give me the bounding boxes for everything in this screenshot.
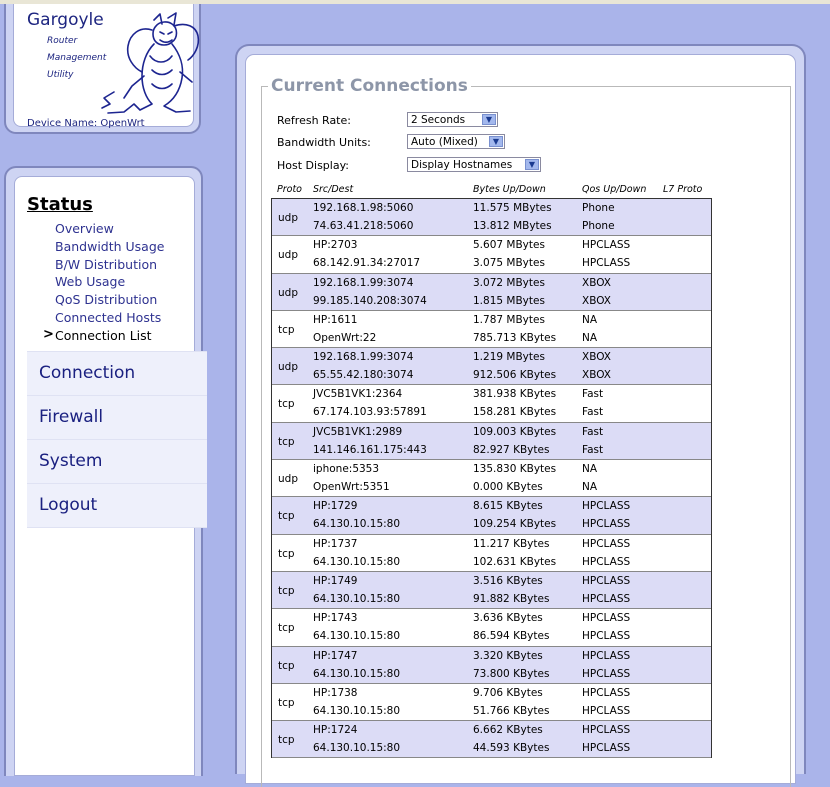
bandwidth-units-value: Auto (Mixed) [411,136,478,148]
table-row [272,460,711,497]
cell-bytes-down: 86.594 KBytes [473,630,550,643]
cell-qos-up: HPCLASS [582,612,631,625]
cell-destination: 74.63.41.218:5060 [313,220,414,232]
cell-destination: 64.130.10.15:80 [313,630,401,643]
cell-qos-down: HPCLASS [582,704,631,717]
chevron-down-icon: ▼ [482,114,496,125]
cell-qos-down: HPCLASS [582,630,631,643]
cell-qos-up: HPCLASS [582,649,631,662]
cell-qos-down: XBOX [582,294,611,307]
cell-bytes-up: 6.662 KBytes [473,724,543,737]
cell-bytes-down: 158.281 KBytes [473,406,557,419]
table-row [272,423,711,460]
cell-bytes-up: 1.219 MBytes [473,351,545,364]
cell-bytes-up: 5.607 MBytes [473,239,545,252]
sidebar-item-bw-distribution[interactable]: B/W Distribution [55,256,158,272]
cell-source: JVC5B1VK1:2364 [313,388,403,401]
table-row [272,684,711,721]
cell-destination: 64.130.10.15:80 [313,667,401,680]
cell-source: HP:1737 [313,537,358,550]
host-display-value: Display Hostnames [411,159,513,171]
cell-qos-down: NA [582,481,598,494]
refresh-rate-value: 2 Seconds [411,114,466,126]
table-row [272,721,711,758]
connection-table [271,198,712,758]
cell-bytes-up: 3.072 MBytes [473,276,545,289]
cell-destination: 65.55.42.180:3074 [313,369,414,382]
sidebar-item-web-usage[interactable]: Web Usage [55,274,126,290]
cell-qos-down: HPCLASS [582,257,631,270]
cell-destination: 64.130.10.15:80 [313,704,401,717]
sidebar-item-connected-hosts[interactable]: Connected Hosts [55,309,162,325]
header-qos: Qos Up/Down [582,184,647,195]
cell-source: JVC5B1VK1:2989 [313,425,403,438]
nav-connection[interactable]: Connection [27,352,207,396]
cell-qos-up: Phone [582,202,615,214]
cell-bytes-up: 11.575 MBytes [473,202,552,214]
header-proto: Proto [277,184,302,195]
logo-panel [4,4,201,134]
cell-proto: tcp [278,398,295,411]
brand-name: Gargoyle [27,10,104,30]
cell-source: HP:1749 [313,574,358,587]
cell-source: HP:1724 [313,724,358,737]
table-row [272,572,711,609]
cell-source: HP:1729 [313,500,358,513]
cell-source: 192.168.1.99:3074 [313,276,414,289]
host-display-label: Host Display: [277,159,349,172]
cell-source: HP:1747 [313,649,358,662]
cell-qos-down: HPCLASS [582,592,631,605]
tagline-management: Management [47,53,107,63]
cell-bytes-down: 82.927 KBytes [473,443,550,456]
cell-bytes-up: 1.787 MBytes [473,313,545,326]
header-bytes: Bytes Up/Down [473,184,546,195]
sidebar [4,166,203,776]
cell-bytes-up: 9.706 KBytes [473,686,543,699]
cell-bytes-down: 785.713 KBytes [473,331,557,344]
table-row [272,199,711,236]
cell-qos-down: HPCLASS [582,667,631,680]
cell-destination: 99.185.140.208:3074 [313,294,427,307]
host-display-select[interactable] [407,157,541,172]
cell-bytes-up: 381.938 KBytes [473,388,557,401]
cell-qos-down: Phone [582,220,615,232]
cell-bytes-down: 0.000 KBytes [473,481,543,494]
chevron-down-icon: ▼ [489,136,503,147]
cell-bytes-down: 73.800 KBytes [473,667,550,680]
table-row [272,609,711,646]
refresh-rate-label: Refresh Rate: [277,114,351,127]
cell-qos-down: Fast [582,406,604,419]
cell-qos-up: HPCLASS [582,686,631,699]
sidebar-item-qos-distribution[interactable]: QoS Distribution [55,292,158,308]
cell-qos-up: HPCLASS [582,239,631,252]
cell-qos-down: NA [582,331,598,344]
table-row [272,385,711,422]
chevron-down-icon: ▼ [525,159,539,170]
table-row [272,647,711,684]
table-row [272,311,711,348]
table-row [272,236,711,273]
cell-destination: 64.130.10.15:80 [313,518,401,531]
cell-bytes-up: 109.003 KBytes [473,425,557,438]
cell-source: HP:1743 [313,612,358,625]
sidebar-item-bandwidth-usage[interactable]: Bandwidth Usage [55,238,165,254]
cell-qos-down: HPCLASS [582,518,631,531]
cell-proto: tcp [278,584,295,597]
content-panel [235,44,806,774]
cell-qos-up: XBOX [582,351,611,364]
cell-source: HP:1611 [313,313,358,326]
header-l7-proto: L7 Proto [663,184,703,195]
cell-bytes-up: 11.217 KBytes [473,537,550,550]
cell-proto: udp [278,212,298,224]
cell-qos-up: XBOX [582,276,611,289]
cell-qos-up: NA [582,313,598,326]
nav-system[interactable]: System [27,440,207,484]
cell-bytes-up: 3.636 KBytes [473,612,543,625]
cell-proto: tcp [278,323,295,336]
cell-bytes-down: 1.815 MBytes [473,294,545,307]
table-row [272,348,711,385]
sidebar-item-connection-list-label: Connection List [55,327,152,343]
cell-bytes-down: 109.254 KBytes [473,518,557,531]
cell-proto: tcp [278,659,295,672]
cell-bytes-down: 3.075 MBytes [473,257,545,270]
nav-status[interactable]: Status [27,194,93,215]
cell-destination: OpenWrt:22 [313,331,377,344]
cell-proto: udp [278,286,298,299]
header-src-dest: Src/Dest [313,184,354,195]
cell-proto: tcp [278,734,295,747]
refresh-rate-select[interactable] [407,112,498,127]
cell-qos-up: HPCLASS [582,500,631,513]
table-row [272,274,711,311]
nav-logout[interactable]: Logout [27,484,207,528]
sidebar-item-connection-list[interactable] [35,328,195,346]
cell-bytes-up: 8.615 KBytes [473,500,543,513]
cell-source: iphone:5353 [313,463,380,476]
cell-qos-up: Fast [582,388,604,401]
cell-bytes-down: 91.882 KBytes [473,592,550,605]
cell-qos-down: XBOX [582,369,611,382]
cell-bytes-up: 3.320 KBytes [473,649,543,662]
cell-bytes-up: 3.516 KBytes [473,574,543,587]
cell-qos-up: HPCLASS [582,537,631,550]
page-title: Current Connections [268,76,471,96]
cell-qos-down: HPCLASS [582,742,631,755]
tagline-utility: Utility [47,70,74,80]
active-item-arrow-icon: > [43,326,54,342]
cell-destination: 141.146.161.175:443 [313,443,427,456]
cell-proto: tcp [278,622,295,635]
cell-destination: 64.130.10.15:80 [313,555,401,568]
table-row [272,535,711,572]
cell-proto: tcp [278,547,295,560]
cell-qos-down: Fast [582,443,604,456]
cell-source: 192.168.1.98:5060 [313,202,414,214]
tagline-router: Router [47,36,78,46]
cell-destination: 64.130.10.15:80 [313,742,401,755]
cell-destination: 68.142.91.34:27017 [313,257,421,270]
cell-source: HP:1738 [313,686,358,699]
cell-destination: OpenWrt:5351 [313,481,390,494]
cell-qos-down: HPCLASS [582,555,631,568]
cell-qos-up: HPCLASS [582,724,631,737]
cell-qos-up: HPCLASS [582,574,631,587]
cell-qos-up: Fast [582,425,604,438]
cell-destination: 67.174.103.93:57891 [313,406,427,419]
cell-proto: tcp [278,510,295,523]
cell-proto: udp [278,473,298,486]
cell-bytes-up: 135.830 KBytes [473,463,557,476]
cell-bytes-down: 13.812 MBytes [473,220,552,232]
bandwidth-units-label: Bandwidth Units: [277,136,371,149]
cell-bytes-down: 44.593 KBytes [473,742,550,755]
sidebar-item-overview[interactable]: Overview [55,221,114,236]
content-panel-inner [245,54,796,784]
cell-destination: 64.130.10.15:80 [313,592,401,605]
logo-panel-inner [13,4,194,127]
sidebar-inner [14,176,195,776]
main-menu [27,351,207,528]
table-header [246,184,797,196]
device-name: Device Name: OpenWrt [27,118,145,129]
status-submenu [35,221,195,346]
cell-proto: udp [278,249,298,262]
cell-proto: tcp [278,435,295,448]
gargoyle-logo-icon [94,12,204,116]
cell-bytes-down: 51.766 KBytes [473,704,550,717]
cell-proto: udp [278,361,298,374]
bandwidth-units-select[interactable] [407,134,505,149]
cell-proto: tcp [278,696,295,709]
cell-source: 192.168.1.99:3074 [313,351,414,364]
cell-qos-up: NA [582,463,598,476]
nav-firewall[interactable]: Firewall [27,396,207,440]
table-row [272,497,711,534]
cell-bytes-down: 912.506 KBytes [473,369,557,382]
cell-bytes-down: 102.631 KBytes [473,555,557,568]
cell-source: HP:2703 [313,239,358,252]
